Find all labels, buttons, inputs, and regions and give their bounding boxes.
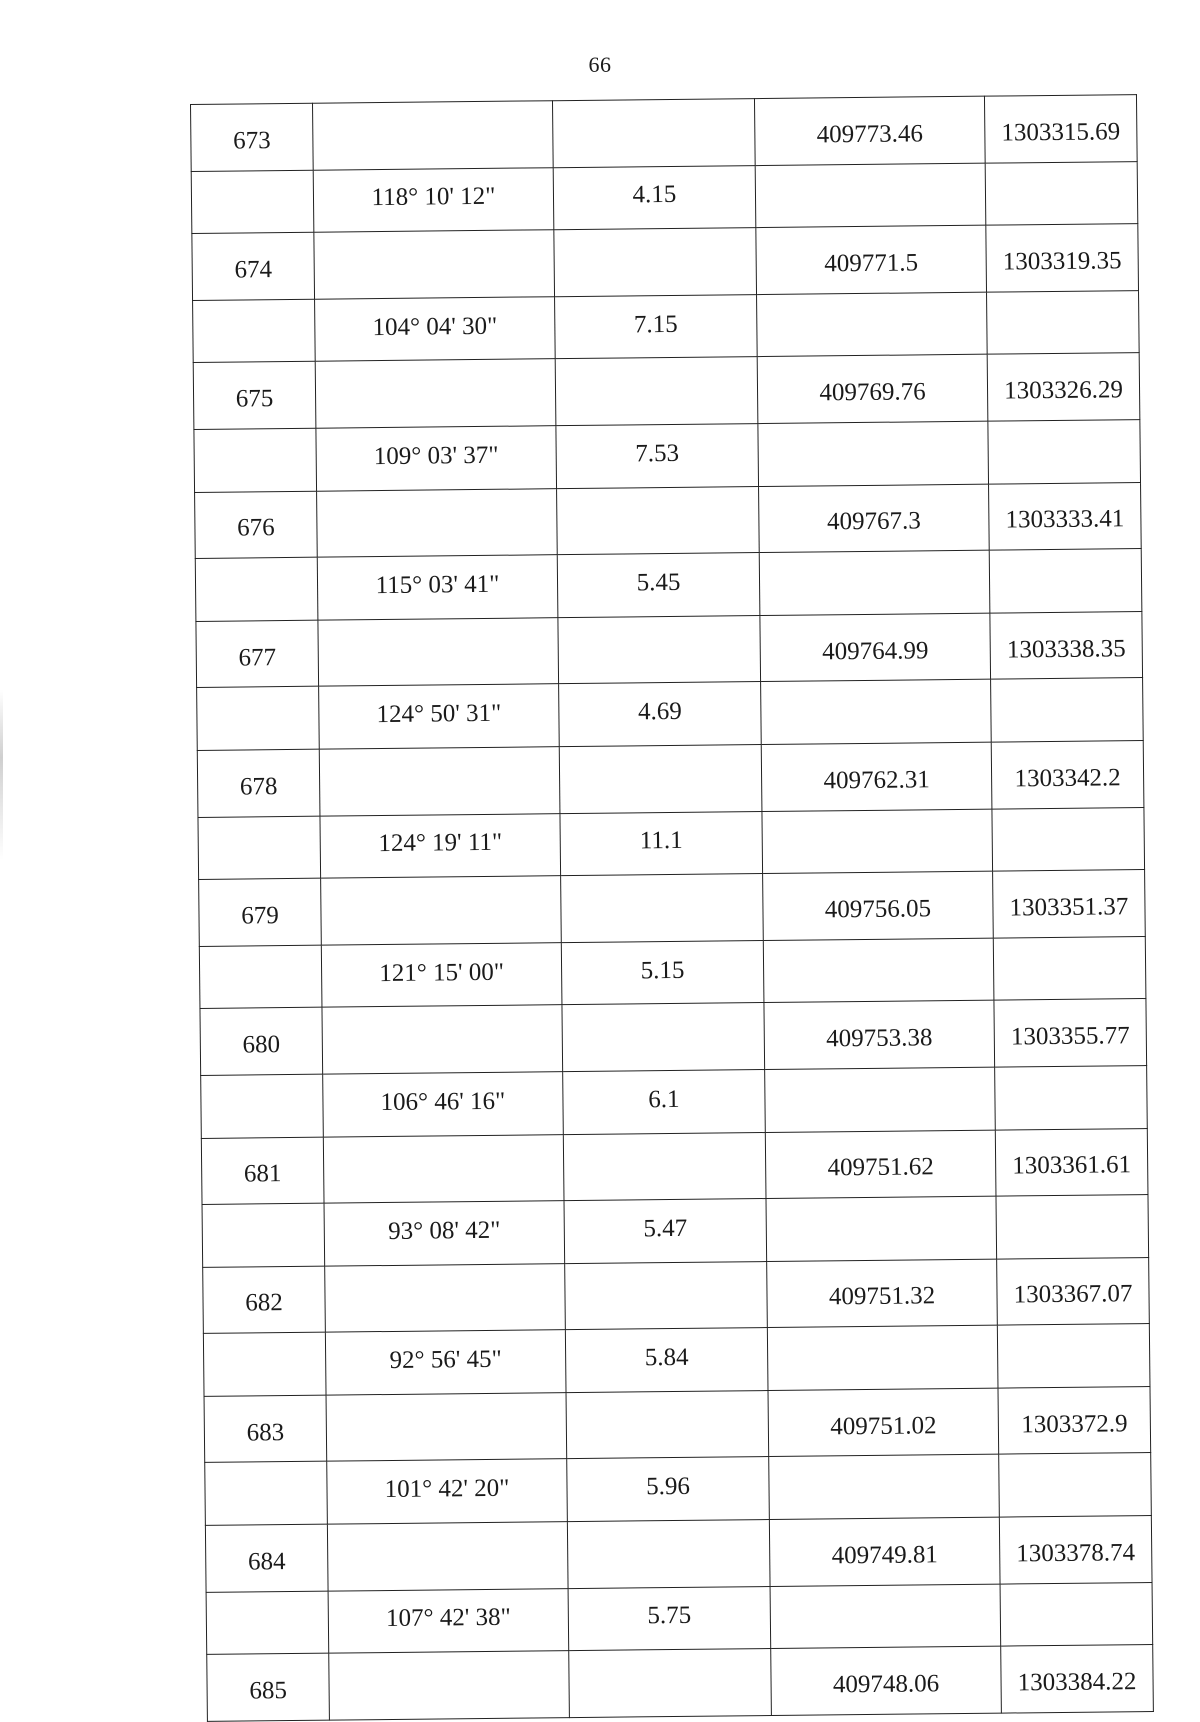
northing-cell: 409751.32 [767, 1259, 998, 1328]
distance-cell: 5.96 [567, 1457, 770, 1522]
northing-cell [770, 1584, 1001, 1649]
easting-cell: 1303342.2 [991, 740, 1144, 808]
distance-cell [565, 1261, 768, 1330]
distance-cell [552, 99, 755, 168]
easting-cell [993, 936, 1146, 1000]
bearing-cell [321, 876, 562, 945]
station-cell: 675 [193, 362, 316, 430]
station-cell [203, 1332, 326, 1396]
station-cell: 679 [199, 878, 322, 946]
easting-cell: 1303367.07 [997, 1257, 1150, 1325]
bearing-cell [319, 747, 560, 816]
table-row-line [191, 161, 1138, 233]
table-row-line [202, 1195, 1149, 1267]
distance-cell [555, 357, 758, 426]
distance-cell [567, 1520, 770, 1589]
distance-cell: 5.75 [568, 1586, 771, 1651]
station-cell [205, 1462, 328, 1526]
easting-cell: 1303355.77 [994, 999, 1147, 1067]
easting-cell: 1303338.35 [990, 611, 1143, 679]
northing-cell [758, 421, 989, 486]
page-number: 66 [588, 52, 612, 77]
station-cell [197, 687, 320, 751]
bearing-cell [312, 101, 553, 170]
table-row-point [203, 1257, 1150, 1333]
northing-cell [762, 809, 993, 874]
bearing-cell: 124° 19' 11" [320, 813, 561, 878]
distance-cell: 7.53 [556, 424, 759, 489]
table-row-point [199, 870, 1146, 946]
bearing-cell: 92° 56' 45" [325, 1330, 566, 1395]
bearing-cell [326, 1393, 567, 1462]
distance-cell [554, 228, 757, 297]
northing-cell: 409751.02 [768, 1388, 999, 1457]
table-row-line [201, 1065, 1148, 1137]
bearing-cell: 104° 04' 30" [315, 296, 556, 361]
station-cell: 684 [205, 1524, 328, 1592]
easting-cell: 1303333.41 [989, 482, 1142, 550]
northing-cell [757, 292, 988, 357]
table-row-line [206, 1582, 1153, 1654]
easting-cell: 1303378.74 [999, 1516, 1152, 1584]
northing-cell: 409764.99 [760, 613, 991, 682]
northing-cell: 409769.76 [757, 355, 988, 424]
table-row-point [204, 1386, 1151, 1462]
easting-cell [991, 678, 1144, 742]
table-row-point [197, 740, 1144, 816]
bearing-cell [314, 230, 555, 299]
table-row-point [201, 1128, 1148, 1204]
easting-cell [992, 807, 1145, 871]
table-row-line [199, 936, 1146, 1008]
distance-cell: 5.47 [564, 1199, 767, 1264]
easting-cell: 1303326.29 [987, 353, 1140, 421]
bearing-cell: 101° 42' 20" [327, 1459, 568, 1524]
northing-cell: 409762.31 [761, 742, 992, 811]
easting-cell: 1303372.9 [998, 1386, 1151, 1454]
station-cell: 680 [200, 1007, 323, 1075]
easting-cell [989, 549, 1142, 613]
easting-cell [997, 1324, 1150, 1388]
easting-cell [995, 1065, 1148, 1129]
easting-cell [1000, 1582, 1153, 1646]
table-row-line [205, 1453, 1152, 1525]
northing-cell [767, 1325, 998, 1390]
station-cell: 683 [204, 1395, 327, 1463]
distance-cell [561, 874, 764, 943]
station-cell: 674 [192, 232, 315, 300]
easting-cell: 1303315.69 [984, 95, 1137, 163]
station-cell [206, 1591, 329, 1655]
survey-table-container [190, 94, 1153, 1722]
scan-edge-shadow [0, 690, 3, 860]
easting-cell [987, 290, 1140, 354]
northing-cell: 409748.06 [771, 1646, 1002, 1715]
northing-cell: 409751.62 [765, 1130, 996, 1199]
distance-cell: 5.15 [561, 940, 764, 1005]
table-row-point [205, 1516, 1152, 1592]
distance-cell [562, 1003, 765, 1072]
bearing-cell [325, 1263, 566, 1332]
station-cell [201, 1074, 324, 1138]
station-cell [191, 170, 314, 234]
table-row-point [191, 95, 1138, 171]
northing-cell [759, 550, 990, 615]
station-cell [199, 945, 322, 1009]
station-cell: 676 [195, 491, 318, 559]
distance-cell [559, 744, 762, 813]
distance-cell: 7.15 [555, 294, 758, 359]
bearing-cell: 107° 42' 38" [328, 1588, 569, 1653]
bearing-cell [323, 1134, 564, 1203]
station-cell: 678 [197, 749, 320, 817]
table-row-point [200, 999, 1147, 1075]
distance-cell: 11.1 [560, 811, 763, 876]
easting-cell: 1303361.61 [995, 1128, 1148, 1196]
table-body [191, 95, 1154, 1722]
bearing-cell: 106° 46' 16" [323, 1072, 564, 1137]
northing-cell: 409771.5 [756, 225, 987, 294]
easting-cell [996, 1195, 1149, 1259]
station-cell [195, 557, 318, 621]
bearing-cell [327, 1522, 568, 1591]
northing-cell [761, 679, 992, 744]
table-row-line [203, 1324, 1150, 1396]
easting-cell [985, 161, 1138, 225]
table-row-line [197, 678, 1144, 750]
station-cell: 685 [207, 1653, 330, 1721]
bearing-cell: 109° 03' 37" [316, 426, 557, 491]
station-cell: 681 [201, 1137, 324, 1205]
easting-cell [988, 420, 1141, 484]
distance-cell [566, 1390, 769, 1459]
table-row-point [192, 224, 1139, 300]
distance-cell [563, 1132, 766, 1201]
distance-cell: 4.69 [559, 682, 762, 747]
station-cell [194, 428, 317, 492]
bearing-cell: 118° 10' 12" [313, 167, 554, 232]
easting-cell: 1303351.37 [993, 870, 1146, 938]
distance-cell [557, 486, 760, 555]
northing-cell [765, 1067, 996, 1132]
easting-cell: 1303384.22 [1001, 1645, 1154, 1713]
station-cell: 677 [196, 620, 319, 688]
table-row-line [193, 290, 1140, 362]
distance-cell: 4.15 [553, 165, 756, 230]
bearing-cell: 115° 03' 41" [317, 555, 558, 620]
northing-cell: 409756.05 [763, 871, 994, 940]
distance-cell: 6.1 [563, 1069, 766, 1134]
northing-cell [755, 163, 986, 228]
northing-cell: 409773.46 [754, 96, 985, 165]
northing-cell [769, 1455, 1000, 1520]
distance-cell [558, 615, 761, 684]
bearing-cell [322, 1005, 563, 1074]
bearing-cell [315, 359, 556, 428]
bearing-cell: 93° 08' 42" [324, 1201, 565, 1266]
bearing-cell: 121° 15' 00" [321, 942, 562, 1007]
distance-cell: 5.45 [557, 553, 760, 618]
table-row-point [195, 482, 1142, 558]
station-cell [202, 1203, 325, 1267]
bearing-cell [318, 617, 559, 686]
bearing-cell: 124° 50' 31" [319, 684, 560, 749]
table-row-line [194, 420, 1141, 492]
distance-cell: 5.84 [565, 1328, 768, 1393]
table-row-point [193, 353, 1140, 429]
bearing-cell [317, 488, 558, 557]
table-row-line [198, 807, 1145, 879]
easting-cell [999, 1453, 1152, 1517]
table-row-line [195, 549, 1142, 621]
bearing-cell [329, 1651, 570, 1720]
station-cell: 673 [191, 103, 314, 171]
northing-cell: 409749.81 [769, 1517, 1000, 1586]
table-row-point [196, 611, 1143, 687]
northing-cell [763, 938, 994, 1003]
northing-cell: 409753.38 [764, 1000, 995, 1069]
table-row-point [207, 1645, 1154, 1721]
distance-cell [569, 1649, 772, 1718]
northing-cell [766, 1196, 997, 1261]
survey-coordinates-table [190, 94, 1154, 1722]
easting-cell: 1303319.35 [986, 224, 1139, 292]
station-cell: 682 [203, 1266, 326, 1334]
station-cell [198, 816, 321, 880]
northing-cell: 409767.3 [759, 484, 990, 553]
station-cell [193, 299, 316, 363]
